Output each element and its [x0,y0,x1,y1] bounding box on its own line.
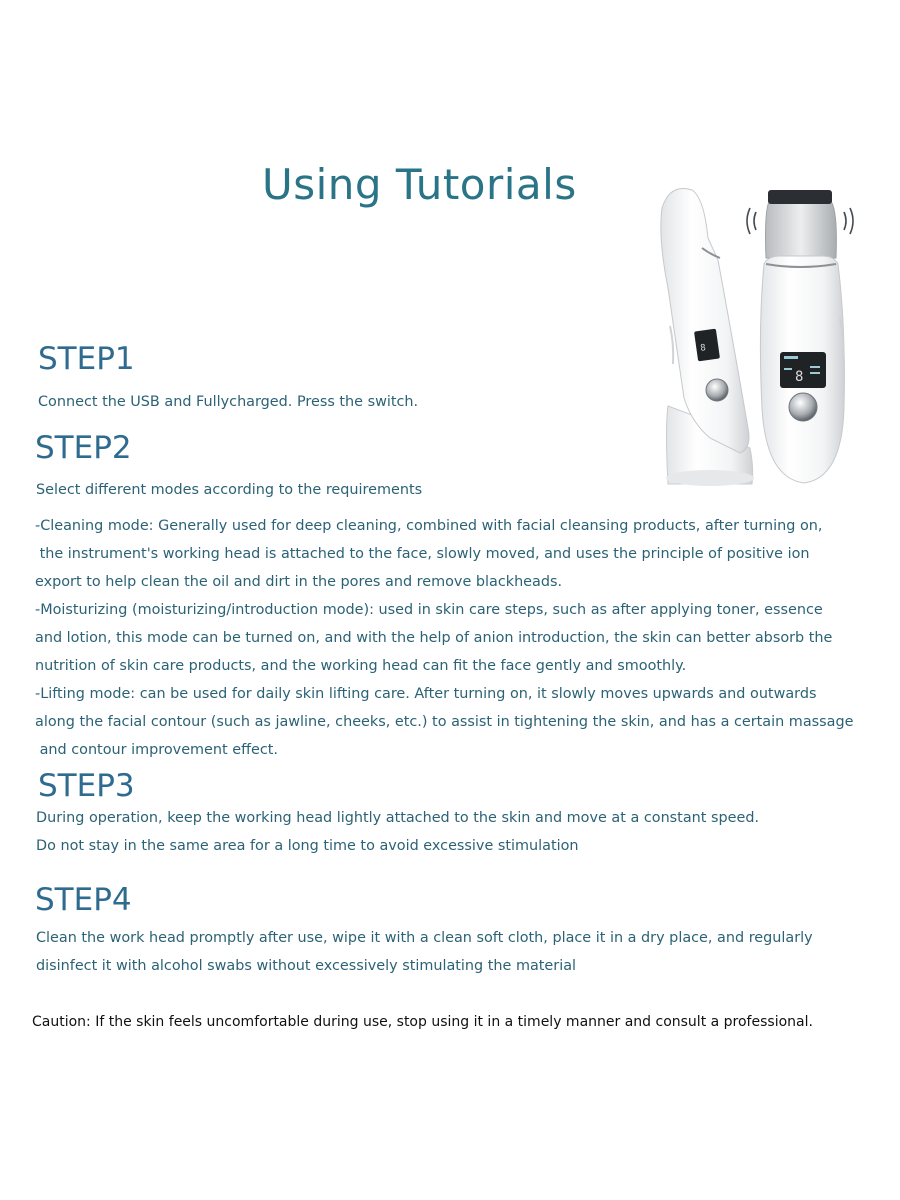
mode-line: export to help clean the oil and dirt in the pores and remove blackheads. [35,574,563,590]
page-title: Using Tutorials [262,160,577,209]
mode-line: -Cleaning mode: Generally used for deep cleaning, combined with facial cleansing products, after turning on, [35,518,823,534]
mode-line: -Moisturizing (moisturizing/introduction mode): used in skin care steps, such as after applying toner, essence [35,602,823,618]
mode-line: the instrument's working head is attached to the face, slowly moved, and uses the principle of positive ion [35,546,810,562]
modes-description [35,512,895,764]
step2-heading: STEP2 [35,430,132,466]
skin-scrubber-device-image [640,178,870,498]
step4-text-line2: disinfect it with alcohol swabs without excessively stimulating the material [36,958,577,974]
step1-heading: STEP1 [38,341,135,377]
mode-line: and lotion, this mode can be turned on, and with the help of anion introduction, the skin can better absorb the [35,630,833,646]
mode-line: along the facial contour (such as jawline, cheeks, etc.) to assist in tightening the skin, and has a certain massage [35,714,854,730]
step4-text-line1: Clean the work head promptly after use, wipe it with a clean soft cloth, place it in a dry place, and regularly [36,930,813,946]
svg-text:8: 8 [699,343,707,354]
mode-line: -Lifting mode: can be used for daily skin lifting care. After turning on, it slowly moves upwards and outwards [35,686,817,702]
step1-text: Connect the USB and Fullycharged. Press the switch. [38,394,419,410]
step2-text: Select different modes according to the requirements [36,482,423,498]
mode-line: and contour improvement effect. [35,742,279,758]
step3-heading: STEP3 [38,768,135,804]
step3-text-line1: During operation, keep the working head lightly attached to the skin and move at a constant speed. [36,810,760,826]
mode-line: nutrition of skin care products, and the working head can fit the face gently and smoothly. [35,658,687,674]
caution-note: Caution: If the skin feels uncomfortable during use, stop using it in a timely manner and consult a professional. [32,1014,813,1030]
step4-heading: STEP4 [35,882,132,918]
svg-text:8: 8 [795,369,804,385]
step3-text-line2: Do not stay in the same area for a long time to avoid excessive stimulation [36,838,579,854]
